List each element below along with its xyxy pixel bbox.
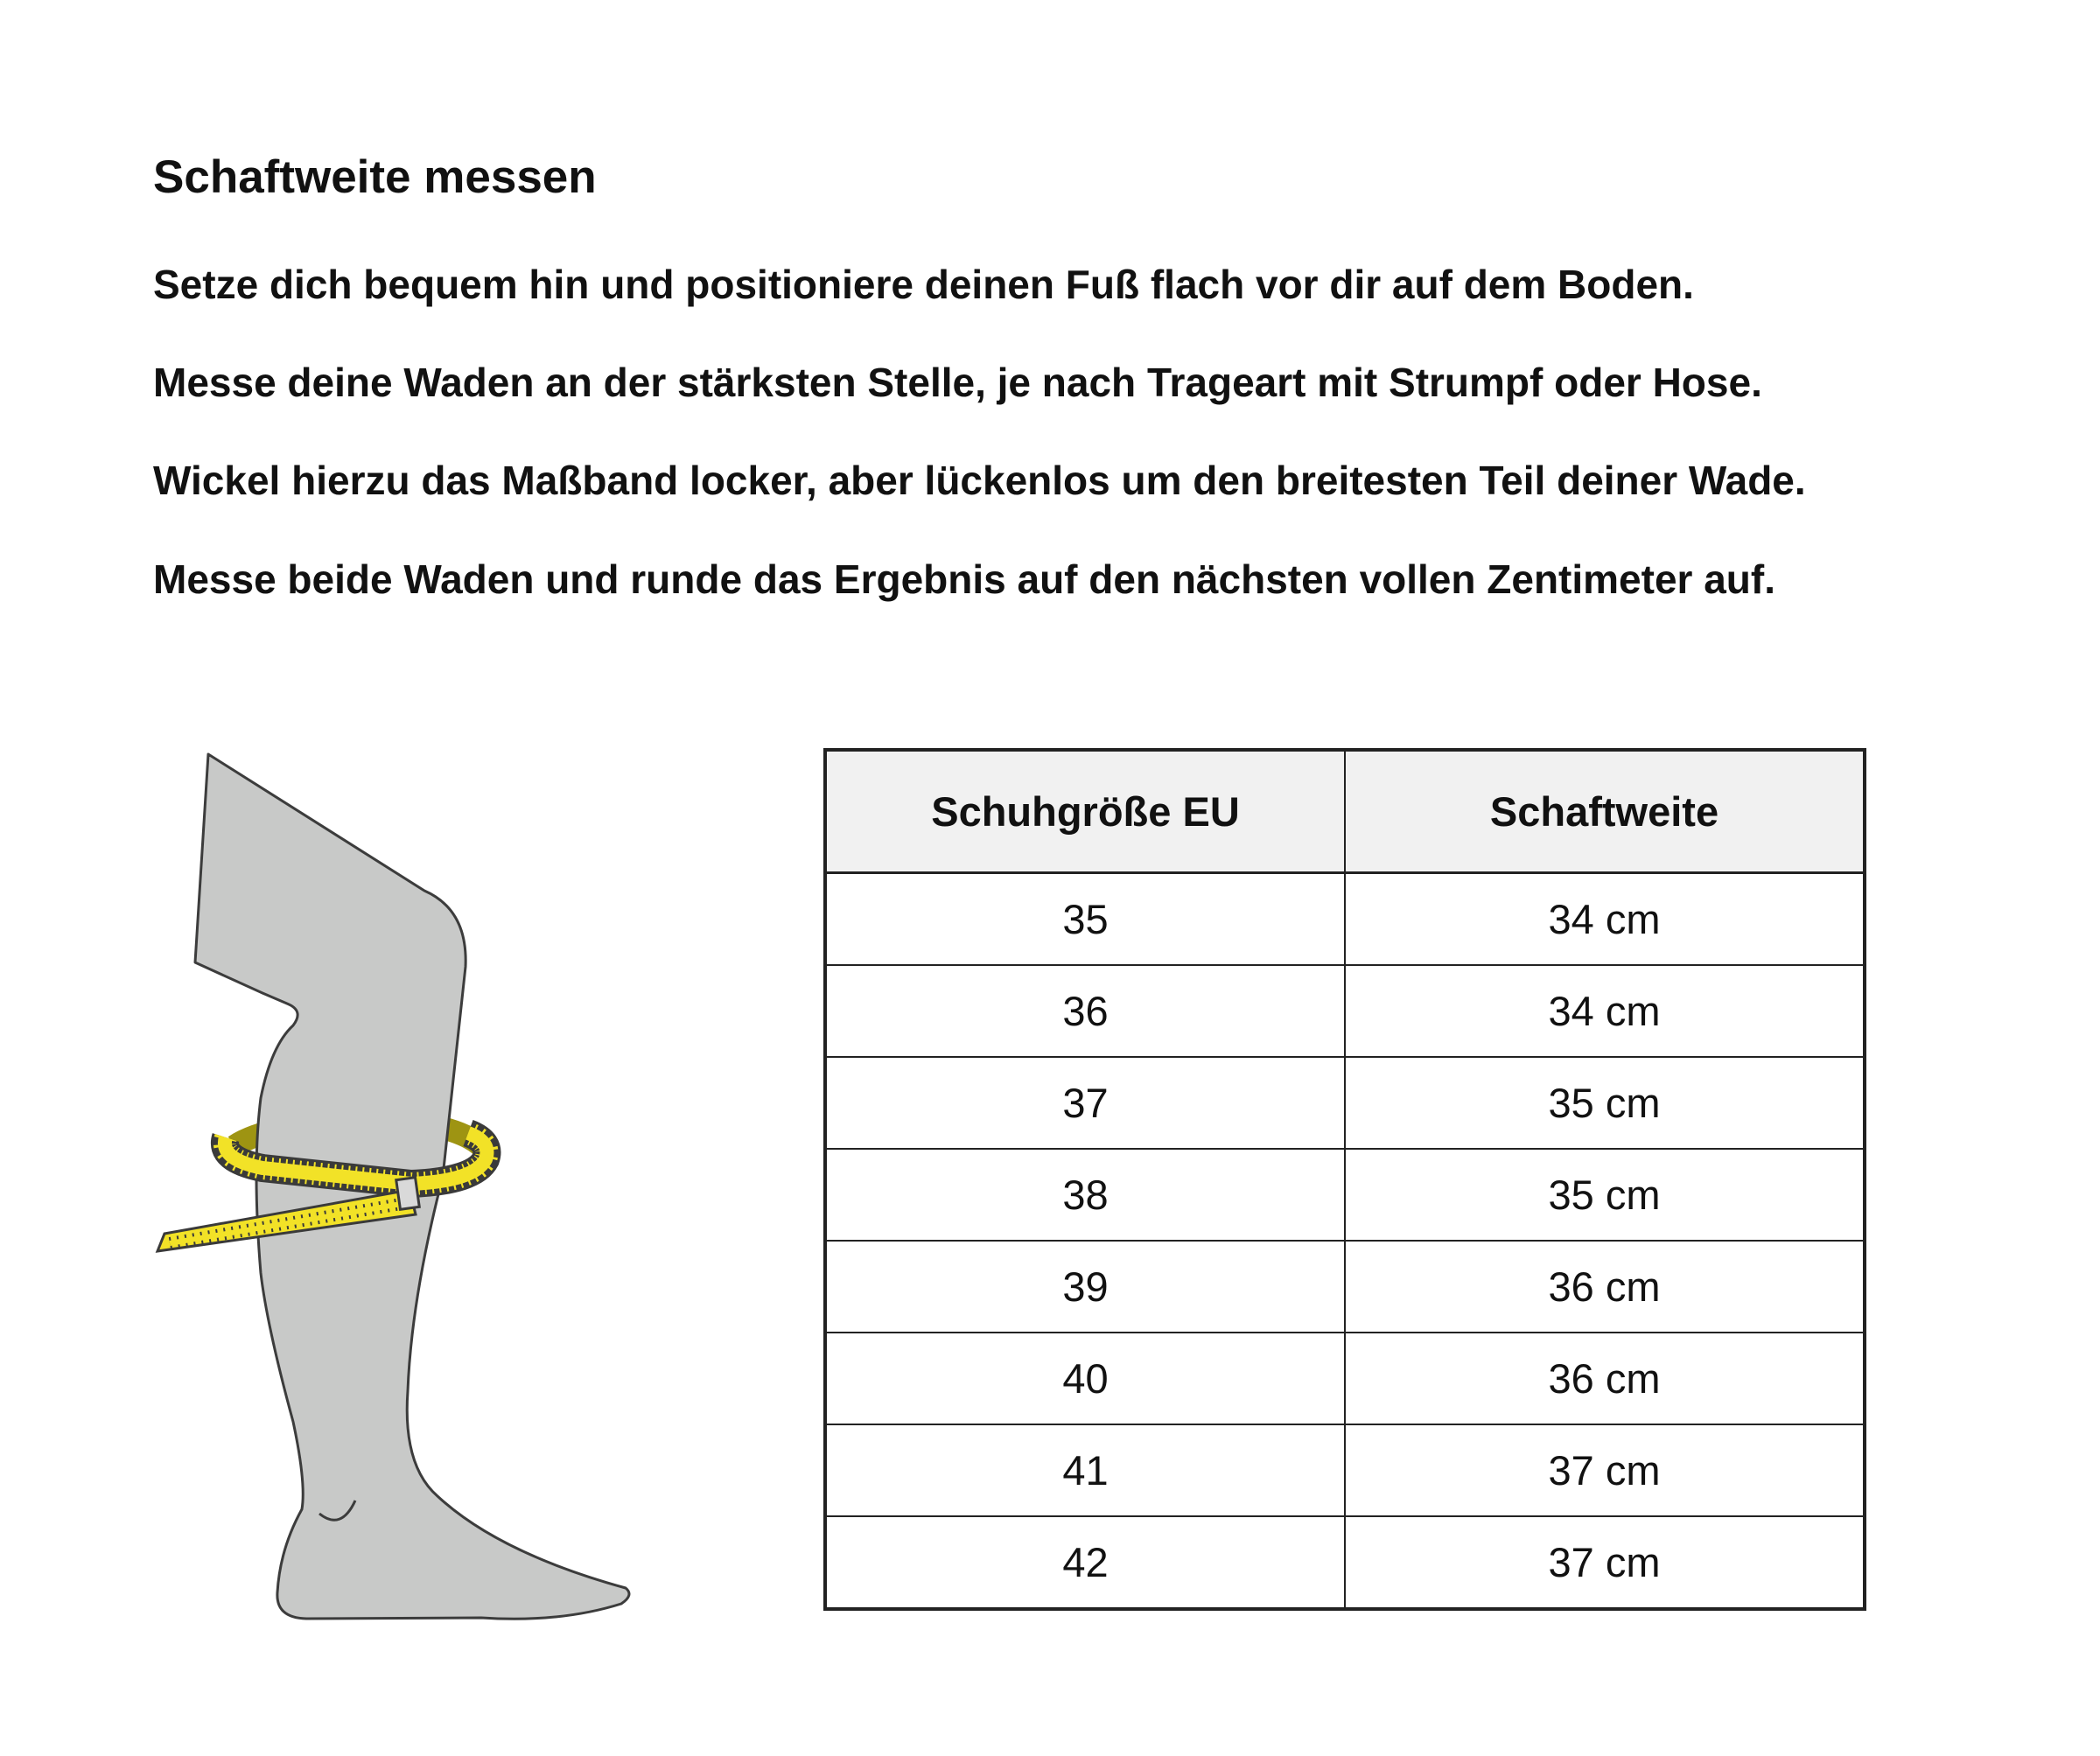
shoe-size-cell: 35	[825, 873, 1345, 966]
table-row	[825, 1241, 1865, 1333]
shoe-size-cell: 41	[825, 1424, 1345, 1516]
shaft-width-cell: 37 cm	[1345, 1424, 1865, 1516]
page-title: Schaftweite messen	[153, 151, 597, 203]
table-row	[825, 1516, 1865, 1609]
leg-with-measuring-tape-icon	[149, 748, 656, 1667]
shoe-size-cell: 37	[825, 1057, 1345, 1149]
shaft-width-cell: 36 cm	[1345, 1241, 1865, 1333]
shoe-size-cell: 36	[825, 965, 1345, 1057]
shaft-width-cell: 37 cm	[1345, 1516, 1865, 1609]
shaft-width-cell: 34 cm	[1345, 873, 1865, 966]
shoe-size-cell: 39	[825, 1241, 1345, 1333]
instruction-text: Wickel hierzu das Maßband locker, aber lückenlos um den breitesten Teil deiner Wade.	[153, 458, 1806, 503]
shaft-width-cell: 34 cm	[1345, 965, 1865, 1057]
table-row	[825, 1149, 1865, 1241]
table-row	[825, 873, 1865, 966]
column-header-shaft-width: Schaftweite	[1345, 750, 1865, 873]
shaft-width-cell: 36 cm	[1345, 1333, 1865, 1424]
shoe-size-cell: 42	[825, 1516, 1345, 1609]
shaft-width-cell: 35 cm	[1345, 1057, 1865, 1149]
column-header-shoe-size: Schuhgröße EU	[825, 750, 1345, 873]
table-header-row	[825, 750, 1865, 873]
table-row	[825, 965, 1865, 1057]
table-row	[825, 1333, 1865, 1424]
size-table	[823, 748, 1866, 1611]
measuring-tape-buckle	[396, 1178, 420, 1210]
instruction-text: Setze dich bequem hin und positioniere deinen Fuß flach vor dir auf dem Boden.	[153, 262, 1694, 307]
shoe-size-cell: 38	[825, 1149, 1345, 1241]
instruction-text: Messe deine Waden an der stärksten Stelle, je nach Trageart mit Strumpf oder Hose.	[153, 360, 1762, 405]
table-row	[825, 1424, 1865, 1516]
shaft-width-cell: 35 cm	[1345, 1149, 1865, 1241]
table-row	[825, 1057, 1865, 1149]
shoe-size-cell: 40	[825, 1333, 1345, 1424]
instruction-text: Messe beide Waden und runde das Ergebnis auf den nächsten vollen Zentimeter auf.	[153, 556, 1775, 602]
